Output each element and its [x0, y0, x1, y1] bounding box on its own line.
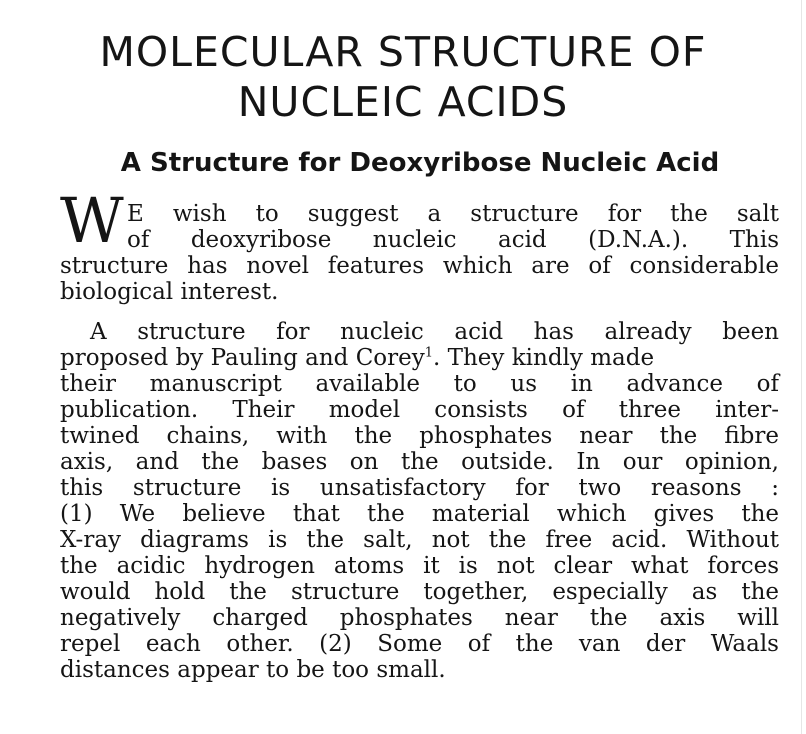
paragraph-1-line: structure has novel features which are of considerable	[60, 253, 779, 279]
paragraph-1-line: E wish to suggest a structure for the salt	[127, 201, 779, 227]
paragraph-2-line: X-ray diagrams is the salt, not the free acid. Without	[60, 527, 779, 553]
citation-lead-text: proposed by Pauling and Corey	[60, 345, 425, 371]
article-title-line-1: MOLECULAR STRUCTURE OF	[99, 28, 707, 76]
paragraph-2-line: distances appear to be too small.	[60, 657, 446, 683]
paragraph-2-line: negatively charged phosphates near the axis will	[60, 605, 779, 631]
article-title-line-2: NUCLEIC ACIDS	[237, 78, 569, 126]
paragraph-2-line: their manuscript available to us in advance of	[60, 371, 779, 397]
paragraph-1-line: of deoxyribose nucleic acid (D.N.A.). This	[127, 227, 779, 253]
paragraph-2-line: this structure is unsatisfactory for two reasons :	[60, 475, 779, 501]
paragraph-2-line: axis, and the bases on the outside. In our opinion,	[60, 449, 779, 475]
paragraph-2-line: the acidic hydrogen atoms it is not clear what forces	[60, 553, 779, 579]
citation-superscript: 1	[424, 345, 434, 361]
paragraph-2-line: twined chains, with the phosphates near the fibre	[60, 423, 779, 449]
paragraph-2-line: publication. Their model consists of three inter-	[60, 397, 779, 423]
drop-cap: W	[60, 184, 124, 257]
paragraph-2-line: (1) We believe that the material which gives the	[60, 501, 779, 527]
paragraph-2-line: would hold the structure together, especially as the	[60, 579, 779, 605]
paragraph-2-line: repel each other. (2) Some of the van der Waals	[60, 631, 779, 657]
citation-trail-text: . They kindly made	[433, 345, 655, 371]
paragraph-1-line: biological interest.	[60, 279, 279, 305]
page-edge-divider	[801, 0, 802, 734]
article-subtitle: A Structure for Deoxyribose Nucleic Acid	[120, 148, 720, 178]
paragraph-2-line: A structure for nucleic acid has already been	[90, 319, 779, 345]
paragraph-2-line-with-citation	[60, 346, 779, 372]
